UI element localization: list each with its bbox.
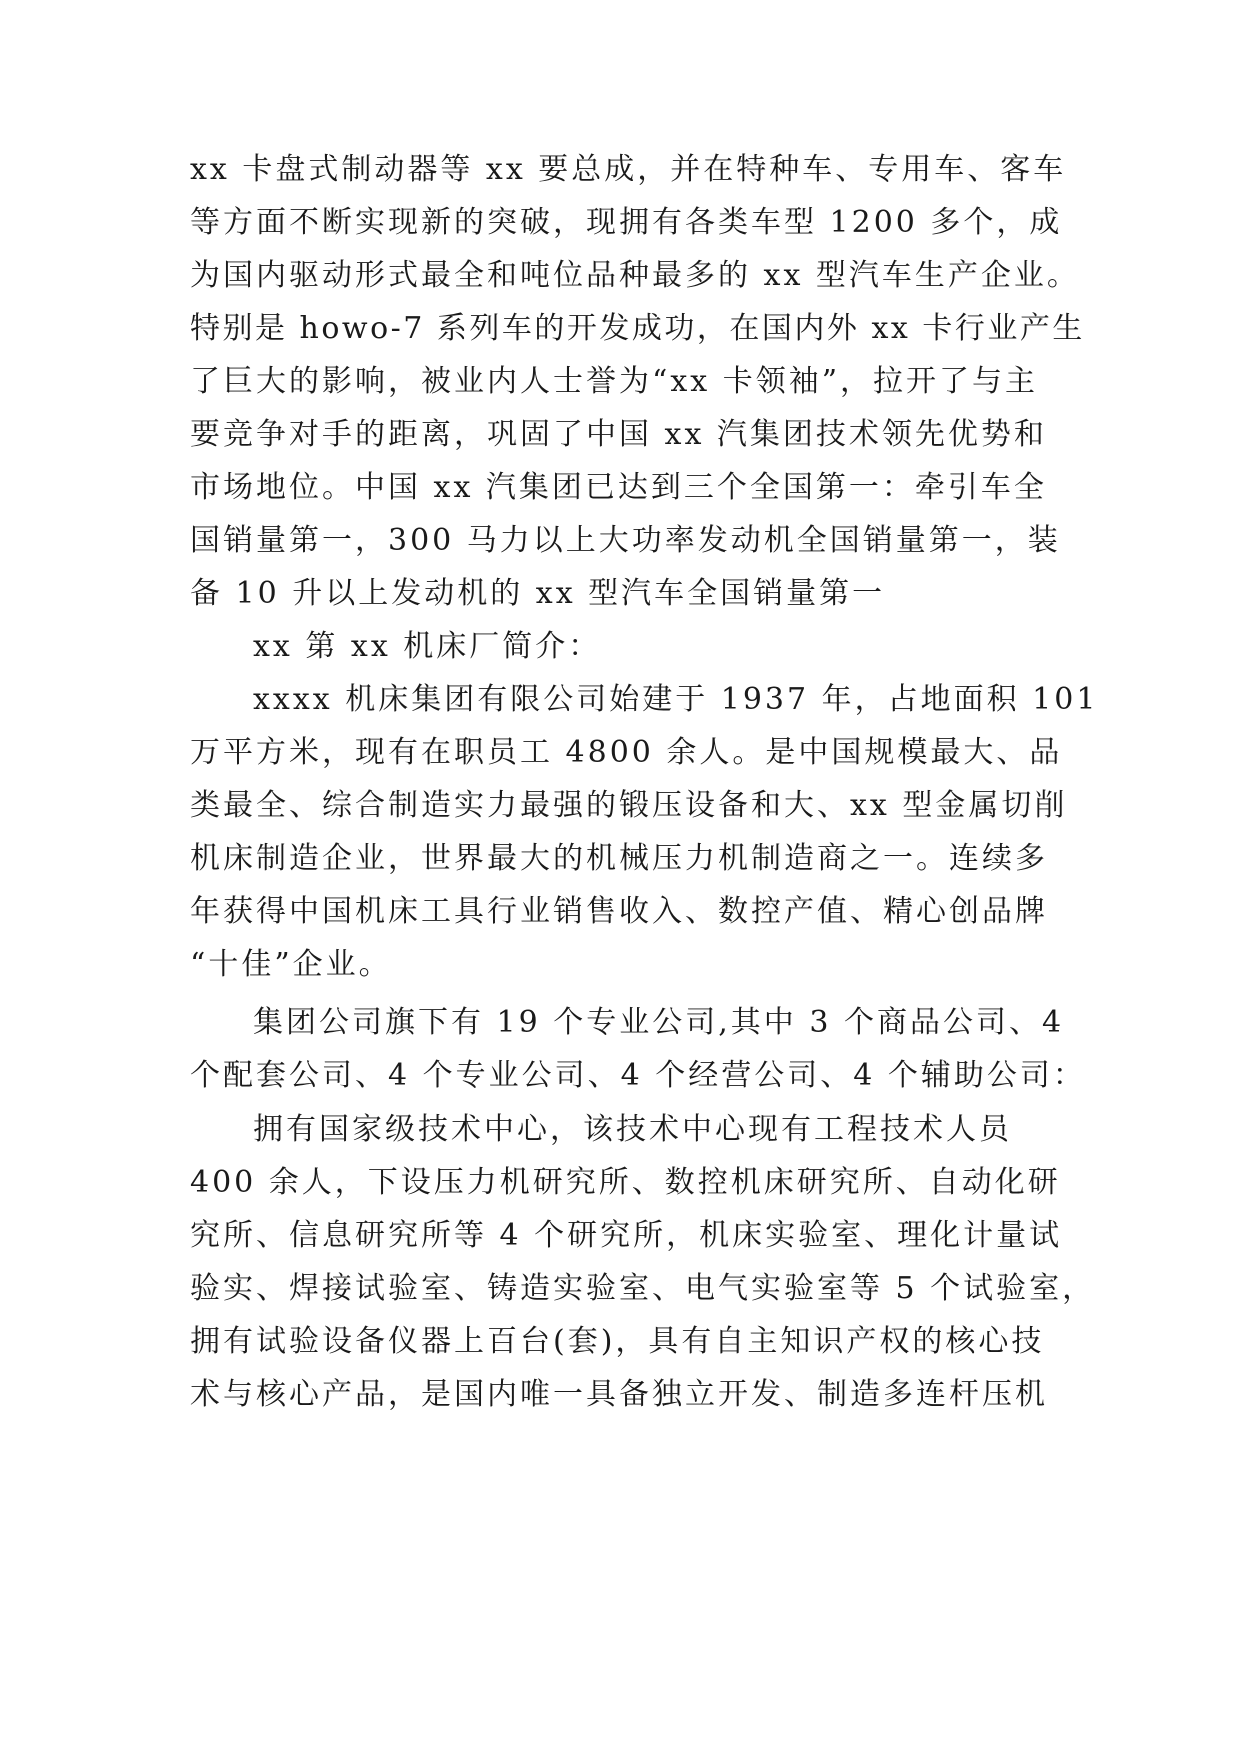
text-line: 万平方米，现有在职员工 4800 余人。是中国规模最大、品 — [190, 735, 1063, 770]
text-line: 机床制造企业，世界最大的机械压力机制造商之一。连续多 — [190, 841, 1048, 876]
text-line: 备 10 升以上发动机的 xx 型汽车全国销量第一 — [190, 576, 886, 611]
text-line: 年获得中国机床工具行业销售收入、数控产值、精心创品牌 — [190, 894, 1048, 929]
text-line: 术与核心产品，是国内唯一具备独立开发、制造多连杆压机 — [190, 1377, 1048, 1412]
text-line: 集团公司旗下有 19 个专业公司,其中 3 个商品公司、4 — [253, 1005, 1065, 1040]
text-line: 市场地位。中国 xx 汽集团已达到三个全国第一：牵引车全 — [190, 470, 1047, 505]
text-line: 究所、信息研究所等 4 个研究所，机床实验室、理化计量试 — [190, 1218, 1063, 1253]
text-line: 拥有试验设备仪器上百台(套)，具有自主知识产权的核心技 — [190, 1324, 1045, 1359]
text-line: 为国内驱动形式最全和吨位品种最多的 xx 型汽车生产企业。 — [190, 258, 1080, 293]
text-line: xx 卡盘式制动器等 xx 要总成，并在特种车、专用车、客车 — [190, 152, 1067, 187]
text-line: 等方面不断实现新的突破，现拥有各类车型 1200 多个，成 — [190, 205, 1063, 240]
text-line: 拥有国家级技术中心，该技术中心现有工程技术人员 — [253, 1112, 1012, 1147]
text-line: 400 余人，下设压力机研究所、数控机床研究所、自动化研 — [190, 1165, 1061, 1200]
text-line: xxxx 机床集团有限公司始建于 1937 年，占地面积 101 — [253, 682, 1099, 717]
text-line: 验实、焊接试验室、铸造实验室、电气实验室等 5 个试验室， — [190, 1271, 1096, 1306]
text-line: 国销量第一，300 马力以上大功率发动机全国销量第一，装 — [190, 523, 1061, 558]
text-line: 要竞争对手的距离，巩固了中国 xx 汽集团技术领先优势和 — [190, 417, 1047, 452]
section-heading: xx 第 xx 机床厂简介： — [253, 629, 602, 664]
text-line: 类最全、综合制造实力最强的锻压设备和大、xx 型金属切削 — [190, 788, 1068, 823]
text-line: “十佳”企业。 — [190, 947, 392, 982]
text-line: 个配套公司、4 个专业公司、4 个经营公司、4 个辅助公司： — [190, 1058, 1086, 1093]
text-line: 特别是 howo-7 系列车的开发成功，在国内外 xx 卡行业产生 — [190, 311, 1085, 346]
text-line: 了巨大的影响，被业内人士誉为“xx 卡领袖”，拉开了与主 — [190, 364, 1039, 399]
